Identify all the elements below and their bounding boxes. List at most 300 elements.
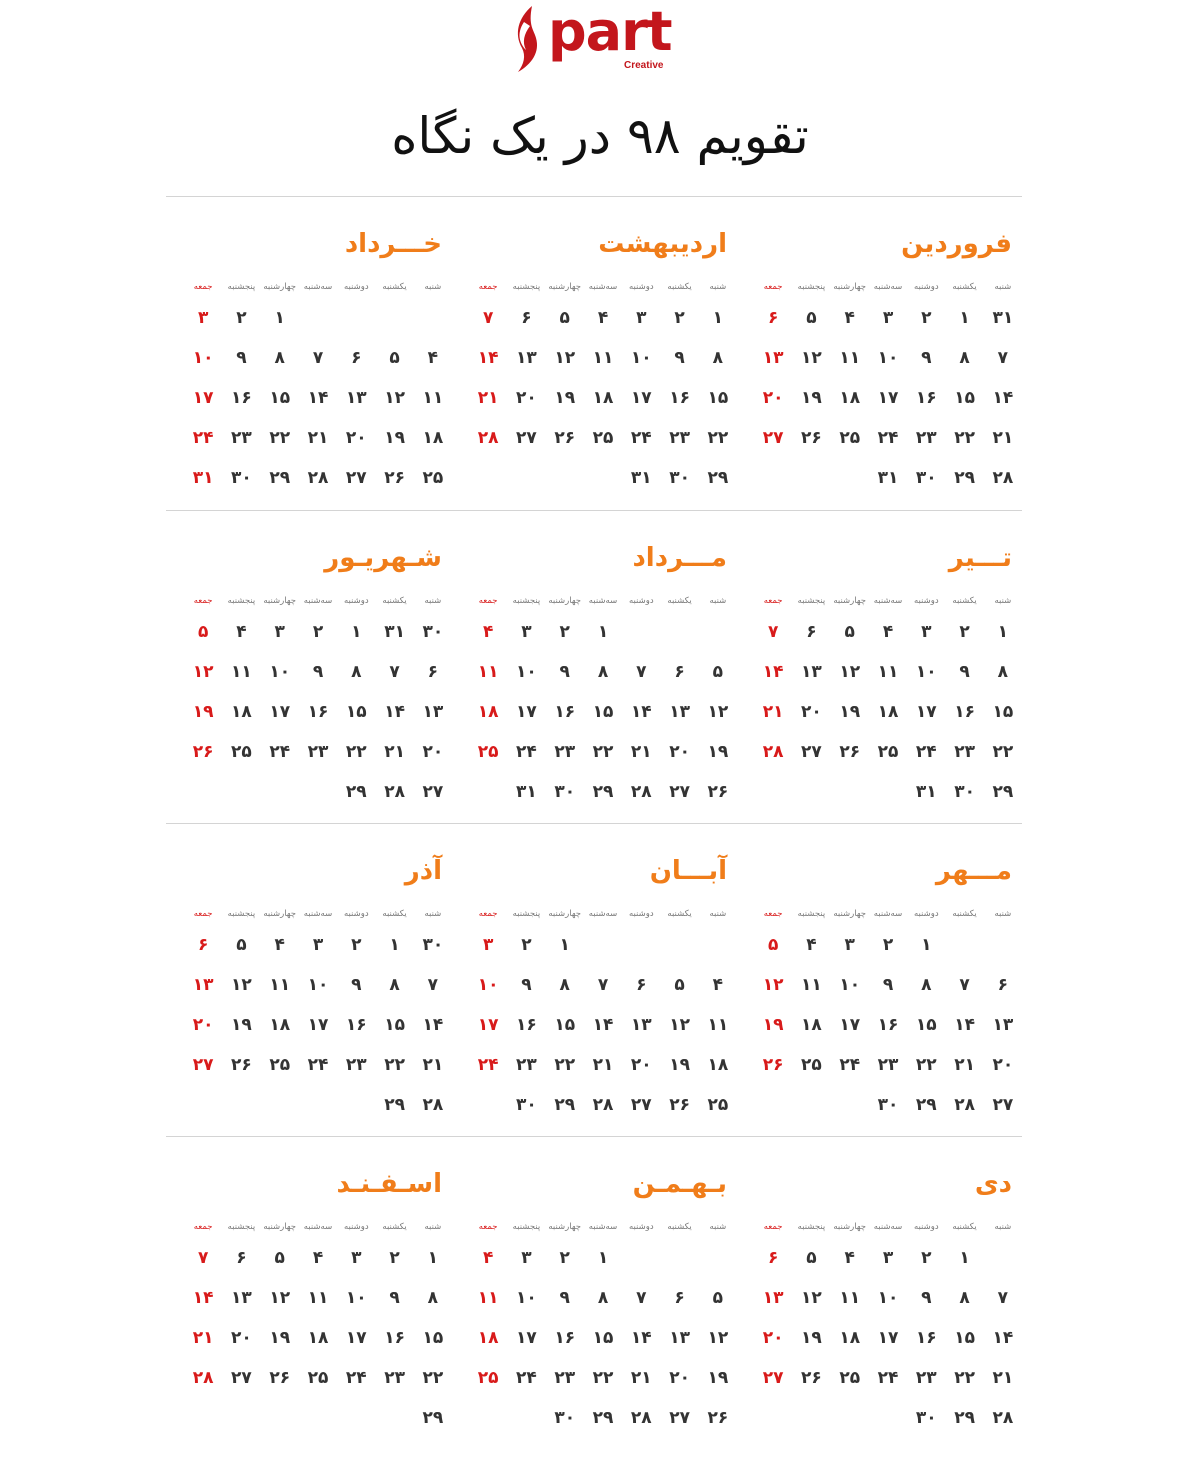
day-cell: ۱۱ [477, 1288, 499, 1308]
day-cell: ۷ [597, 975, 609, 995]
empty-cell [984, 1238, 1022, 1278]
day-cell: ۲۳ [231, 428, 252, 448]
day-cell: ۷ [959, 975, 970, 995]
day-cell: ۱۱ [839, 348, 861, 368]
day-cell: ۲۱ [630, 742, 652, 762]
day-cell: ۵ [806, 1248, 817, 1268]
day-cell: ۱۹ [669, 1055, 690, 1075]
day-cell: ۲۳ [516, 1055, 537, 1075]
month-card [452, 827, 737, 1137]
day-cell: ۹ [312, 662, 324, 682]
day-cell: ۲۰ [669, 1368, 690, 1388]
day-cell: ۱۵ [554, 1015, 576, 1035]
day-cell: ۱۸ [269, 1015, 291, 1035]
month-card [452, 514, 737, 824]
day-cell: ۲۱ [954, 1055, 975, 1075]
days-grid [754, 925, 1022, 1125]
day-cell: ۴ [274, 935, 285, 955]
weekday-label: سه‌شنبه [873, 1222, 903, 1232]
day-cell: ۱۹ [839, 702, 861, 722]
day-cell: ۱۷ [516, 702, 537, 722]
weekday-label: شنبه [994, 909, 1012, 919]
day-cell: ۲۰ [192, 1015, 214, 1035]
day-cell: ۲۱ [630, 1368, 652, 1388]
day-cell: ۲۷ [345, 468, 367, 488]
day-cell: ۶ [636, 975, 647, 995]
day-cell: ۱ [712, 308, 724, 328]
day-cell: ۲۴ [345, 1368, 367, 1388]
day-cell: ۱۷ [345, 1328, 367, 1348]
day-cell: ۹ [236, 348, 247, 368]
day-cell: ۱۹ [231, 1015, 252, 1035]
calendar-row [166, 200, 1022, 510]
day-cell: ۲۷ [762, 428, 784, 448]
day-cell: ۱۴ [422, 1015, 444, 1035]
day-cell: ۲۶ [269, 1368, 291, 1388]
day-cell: ۱۵ [592, 702, 614, 722]
weekday-header [184, 280, 452, 294]
day-cell: ۲۴ [307, 1055, 329, 1075]
day-cell: ۷ [767, 622, 779, 642]
day-cell: ۹ [921, 348, 932, 368]
day-cell: ۲۱ [992, 1368, 1014, 1388]
day-cell: ۲۲ [554, 1055, 576, 1075]
calendar-row [166, 514, 1022, 824]
day-cell: ۲۷ [669, 1408, 690, 1428]
day-cell: ۳۱ [384, 622, 405, 642]
empty-cell [699, 925, 737, 965]
day-cell: ۱۹ [801, 1328, 822, 1348]
weekday-label: شنبه [424, 909, 442, 919]
day-cell: ۲۴ [839, 1055, 861, 1075]
day-cell: ۳۱ [992, 308, 1014, 328]
day-cell: ۶ [767, 308, 779, 328]
weekday-label: جمعه [763, 1222, 783, 1232]
day-cell: ۱۵ [269, 388, 291, 408]
weekday-label: چهارشنبه [548, 282, 582, 292]
weekday-header [469, 280, 737, 294]
day-cell: ۷ [997, 1288, 1009, 1308]
weekday-label: شنبه [994, 596, 1012, 606]
day-cell: ۱۵ [592, 1328, 614, 1348]
day-cell: ۳۰ [877, 1095, 899, 1115]
month-card [737, 200, 1022, 510]
day-cell: ۱۷ [307, 1015, 329, 1035]
weekday-label: جمعه [478, 596, 498, 606]
day-cell: ۲۳ [915, 1368, 937, 1388]
day-cell: ۴ [312, 1248, 324, 1268]
day-cell: ۲۷ [516, 428, 537, 448]
day-cell: ۲۵ [269, 1055, 291, 1075]
day-cell: ۱۶ [554, 1328, 576, 1348]
day-cell: ۲۳ [954, 742, 975, 762]
day-cell: ۱۴ [992, 388, 1014, 408]
weekday-label: شنبه [424, 1222, 442, 1232]
brand-logo [512, 0, 672, 76]
day-cell: ۵ [767, 935, 779, 955]
day-cell: ۱۶ [516, 1015, 537, 1035]
day-cell: ۱۸ [801, 1015, 822, 1035]
day-cell: ۶ [806, 622, 817, 642]
weekday-label: سه‌شنبه [303, 1222, 333, 1232]
weekday-label: دوشنبه [913, 282, 939, 292]
day-cell: ۱ [959, 1248, 970, 1268]
day-cell: ۲۲ [954, 428, 975, 448]
day-cell: ۲۲ [915, 1055, 937, 1075]
day-cell: ۶ [767, 1248, 779, 1268]
day-cell: ۲ [236, 308, 247, 328]
day-cell: ۶ [351, 348, 362, 368]
day-cell: ۱۳ [345, 388, 367, 408]
day-cell: ۲۹ [384, 1095, 405, 1115]
day-cell: ۸ [427, 1288, 439, 1308]
day-cell: ۳ [521, 622, 532, 642]
empty-cell [622, 1238, 660, 1278]
weekday-header [184, 907, 452, 921]
day-cell: ۲۱ [192, 1328, 214, 1348]
brand-subtitle: Creative [624, 60, 664, 71]
weekday-label: شنبه [709, 282, 727, 292]
day-cell: ۳۰ [915, 1408, 937, 1428]
weekday-label: شنبه [424, 282, 442, 292]
weekday-label: پنجشنبه [227, 1222, 256, 1232]
day-cell: ۳۰ [554, 1408, 576, 1428]
weekday-label: یکشنبه [382, 596, 407, 606]
weekday-label: سه‌شنبه [303, 909, 333, 919]
day-cell: ۸ [389, 975, 400, 995]
weekday-label: یکشنبه [382, 909, 407, 919]
empty-cell [622, 925, 660, 965]
weekday-label: جمعه [478, 1222, 498, 1232]
day-cell: ۲۶ [669, 1095, 690, 1115]
day-cell: ۸ [274, 348, 285, 368]
weekday-label: پنجشنبه [797, 909, 826, 919]
day-cell: ۱۱ [801, 975, 822, 995]
day-cell: ۱۳ [669, 702, 690, 722]
day-cell: ۲۰ [516, 388, 537, 408]
day-cell: ۲۰ [992, 1055, 1014, 1075]
weekday-label: پنجشنبه [512, 596, 541, 606]
day-cell: ۸ [597, 1288, 609, 1308]
weekday-label: چهارشنبه [263, 909, 297, 919]
day-cell: ۸ [559, 975, 570, 995]
month-card [167, 827, 452, 1137]
day-cell: ۱۵ [954, 1328, 975, 1348]
weekday-label: سه‌شنبه [303, 282, 333, 292]
day-cell: ۶ [236, 1248, 247, 1268]
day-cell: ۲۹ [915, 1095, 937, 1115]
day-cell: ۱۳ [669, 1328, 690, 1348]
weekday-header [754, 594, 1022, 608]
day-cell: ۱۱ [707, 1015, 729, 1035]
day-cell: ۱۵ [345, 702, 367, 722]
day-cell: ۲۴ [915, 742, 937, 762]
weekday-label: یکشنبه [382, 1222, 407, 1232]
day-cell: ۳ [197, 308, 209, 328]
days-grid [754, 612, 1022, 812]
day-cell: ۲ [521, 935, 532, 955]
day-cell: ۱۸ [422, 428, 444, 448]
day-cell: ۲۵ [839, 1368, 861, 1388]
day-cell: ۱۸ [592, 388, 614, 408]
day-cell: ۱۷ [269, 702, 291, 722]
month-name: مـــهر [935, 856, 1012, 886]
weekday-label: پنجشنبه [227, 909, 256, 919]
day-cell: ۲۱ [992, 428, 1014, 448]
day-cell: ۹ [959, 662, 970, 682]
days-grid [754, 298, 1022, 498]
day-cell: ۳۱ [915, 782, 937, 802]
month-name: تـــیر [948, 543, 1012, 573]
day-cell: ۳۰ [422, 935, 444, 955]
month-name: خـــرداد [344, 229, 442, 259]
weekday-label: شنبه [709, 596, 727, 606]
day-cell: ۱۲ [192, 662, 214, 682]
day-cell: ۲۱ [422, 1055, 444, 1075]
day-cell: ۳ [521, 1248, 532, 1268]
day-cell: ۲۷ [231, 1368, 252, 1388]
day-cell: ۱۹ [384, 428, 405, 448]
day-cell: ۴ [712, 975, 724, 995]
day-cell: ۱۵ [915, 1015, 937, 1035]
days-grid [469, 925, 737, 1125]
day-cell: ۳۰ [422, 622, 444, 642]
weekday-label: دوشنبه [628, 282, 654, 292]
day-cell: ۳ [921, 622, 932, 642]
empty-cell [699, 1238, 737, 1278]
day-cell: ۱۸ [839, 1328, 861, 1348]
day-cell: ۱۷ [192, 388, 214, 408]
weekday-label: چهارشنبه [833, 596, 867, 606]
day-cell: ۲۸ [992, 468, 1014, 488]
day-cell: ۱۲ [669, 1015, 690, 1035]
day-cell: ۹ [921, 1288, 932, 1308]
day-cell: ۲۹ [345, 782, 367, 802]
day-cell: ۱۳ [762, 1288, 784, 1308]
day-cell: ۱۲ [231, 975, 252, 995]
month-card [452, 1140, 737, 1450]
empty-cell [660, 925, 698, 965]
day-cell: ۲۲ [422, 1368, 444, 1388]
calendar-row [166, 1140, 1022, 1450]
month-name: فروردین [901, 229, 1012, 259]
day-cell: ۳ [882, 1248, 894, 1268]
day-cell: ۱۰ [877, 1288, 899, 1308]
weekday-label: پنجشنبه [512, 1222, 541, 1232]
day-cell: ۱ [921, 935, 932, 955]
weekday-label: جمعه [193, 596, 213, 606]
day-cell: ۲۰ [669, 742, 690, 762]
day-cell: ۱۹ [707, 1368, 729, 1388]
day-cell: ۱۶ [231, 388, 252, 408]
day-cell: ۳۰ [669, 468, 690, 488]
day-cell: ۲۶ [839, 742, 861, 762]
days-grid [184, 612, 452, 812]
day-cell: ۳۰ [954, 782, 975, 802]
weekday-label: پنجشنبه [512, 282, 541, 292]
weekday-label: یکشنبه [952, 596, 977, 606]
day-cell: ۹ [559, 662, 570, 682]
weekday-label: پنجشنبه [797, 596, 826, 606]
day-cell: ۱ [597, 622, 609, 642]
day-cell: ۳ [636, 308, 647, 328]
day-cell: ۱۷ [877, 1328, 899, 1348]
day-cell: ۱۲ [762, 975, 784, 995]
day-cell: ۲۵ [477, 1368, 499, 1388]
day-cell: ۲۳ [307, 742, 329, 762]
day-cell: ۱۷ [516, 1328, 537, 1348]
day-cell: ۱۳ [422, 702, 444, 722]
day-cell: ۹ [521, 975, 532, 995]
weekday-label: شنبه [709, 909, 727, 919]
day-cell: ۷ [482, 308, 494, 328]
day-cell: ۳ [844, 935, 855, 955]
day-cell: ۲۲ [707, 428, 729, 448]
day-cell: ۴ [482, 622, 494, 642]
day-cell: ۷ [312, 348, 324, 368]
weekday-label: دوشنبه [343, 1222, 369, 1232]
day-cell: ۱۳ [231, 1288, 252, 1308]
days-grid [469, 612, 737, 812]
weekday-label: پنجشنبه [797, 1222, 826, 1232]
day-cell: ۱۰ [877, 348, 899, 368]
day-cell: ۲۸ [422, 1095, 444, 1115]
day-cell: ۲ [389, 1248, 400, 1268]
day-cell: ۲۲ [269, 428, 291, 448]
day-cell: ۲۰ [762, 1328, 784, 1348]
day-cell: ۱۶ [384, 1328, 405, 1348]
day-cell: ۱۰ [269, 662, 291, 682]
days-grid [184, 298, 452, 498]
day-cell: ۴ [427, 348, 439, 368]
day-cell: ۱۶ [915, 388, 937, 408]
day-cell: ۵ [274, 1248, 285, 1268]
weekday-label: یکشنبه [667, 282, 692, 292]
day-cell: ۱۳ [762, 348, 784, 368]
day-cell: ۱۸ [477, 702, 499, 722]
day-cell: ۱۵ [954, 388, 975, 408]
day-cell: ۲۱ [762, 702, 784, 722]
day-cell: ۲۸ [630, 1408, 652, 1428]
day-cell: ۲ [559, 622, 570, 642]
day-cell: ۶ [674, 1288, 685, 1308]
day-cell: ۵ [236, 935, 247, 955]
month-card [167, 1140, 452, 1450]
day-cell: ۲۸ [307, 468, 329, 488]
day-cell: ۱۴ [630, 702, 652, 722]
day-cell: ۲۰ [422, 742, 444, 762]
day-cell: ۲۵ [801, 1055, 822, 1075]
day-cell: ۳۰ [231, 468, 252, 488]
day-cell: ۲۵ [307, 1368, 329, 1388]
day-cell: ۸ [959, 1288, 970, 1308]
day-cell: ۸ [959, 348, 970, 368]
day-cell: ۱۰ [839, 975, 861, 995]
day-cell: ۲۷ [630, 1095, 652, 1115]
empty-cell [660, 1238, 698, 1278]
day-cell: ۱۴ [630, 1328, 652, 1348]
day-cell: ۲۳ [384, 1368, 405, 1388]
day-cell: ۱۲ [554, 348, 576, 368]
day-cell: ۱۷ [630, 388, 652, 408]
day-cell: ۵ [389, 348, 400, 368]
weekday-label: شنبه [994, 282, 1012, 292]
month-card [167, 200, 452, 510]
day-cell: ۴ [844, 1248, 855, 1268]
month-card [737, 514, 1022, 824]
day-cell: ۵ [712, 662, 724, 682]
empty-cell [699, 612, 737, 652]
day-cell: ۲۶ [801, 428, 822, 448]
weekday-label: شنبه [994, 1222, 1012, 1232]
weekday-header [469, 1220, 737, 1234]
day-cell: ۱۳ [801, 662, 822, 682]
day-cell: ۱۰ [307, 975, 329, 995]
weekday-label: جمعه [763, 909, 783, 919]
day-cell: ۲۴ [192, 428, 214, 448]
day-cell: ۲۰ [801, 702, 822, 722]
weekday-label: دوشنبه [628, 909, 654, 919]
day-cell: ۲ [921, 308, 932, 328]
weekday-label: چهارشنبه [833, 282, 867, 292]
day-cell: ۱۳ [630, 1015, 652, 1035]
day-cell: ۹ [559, 1288, 570, 1308]
day-cell: ۱۱ [307, 1288, 329, 1308]
days-grid [469, 1238, 737, 1438]
day-cell: ۳۱ [192, 468, 214, 488]
day-cell: ۳۱ [516, 782, 537, 802]
weekday-label: یکشنبه [667, 1222, 692, 1232]
day-cell: ۱۱ [877, 662, 899, 682]
empty-cell [945, 925, 983, 965]
day-cell: ۱۰ [630, 348, 652, 368]
weekday-label: جمعه [193, 1222, 213, 1232]
day-cell: ۲ [312, 622, 324, 642]
month-card [737, 1140, 1022, 1450]
day-cell: ۱۶ [554, 702, 576, 722]
day-cell: ۳۱ [877, 468, 899, 488]
empty-cell [375, 298, 413, 338]
day-cell: ۱۴ [992, 1328, 1014, 1348]
empty-cell [984, 925, 1022, 965]
day-cell: ۱ [351, 622, 362, 642]
day-cell: ۱۷ [839, 1015, 861, 1035]
weekday-label: پنجشنبه [797, 282, 826, 292]
day-cell: ۲۵ [877, 742, 899, 762]
day-cell: ۳۰ [554, 782, 576, 802]
day-cell: ۲ [674, 308, 685, 328]
day-cell: ۱۲ [269, 1288, 291, 1308]
day-cell: ۲۹ [592, 782, 614, 802]
day-cell: ۲۶ [192, 742, 214, 762]
day-cell: ۱۱ [231, 662, 252, 682]
day-cell: ۳۰ [915, 468, 937, 488]
weekday-label: پنجشنبه [512, 909, 541, 919]
day-cell: ۱۱ [422, 388, 444, 408]
day-cell: ۹ [389, 1288, 400, 1308]
day-cell: ۲۷ [992, 1095, 1014, 1115]
day-cell: ۲۸ [992, 1408, 1014, 1428]
day-cell: ۲۴ [877, 1368, 899, 1388]
empty-cell [660, 612, 698, 652]
weekday-label: جمعه [763, 282, 783, 292]
day-cell: ۲۸ [630, 782, 652, 802]
day-cell: ۲۷ [762, 1368, 784, 1388]
day-cell: ۷ [636, 662, 647, 682]
day-cell: ۲۶ [554, 428, 576, 448]
brand-name: part [548, 0, 672, 63]
day-cell: ۲۵ [592, 428, 614, 448]
